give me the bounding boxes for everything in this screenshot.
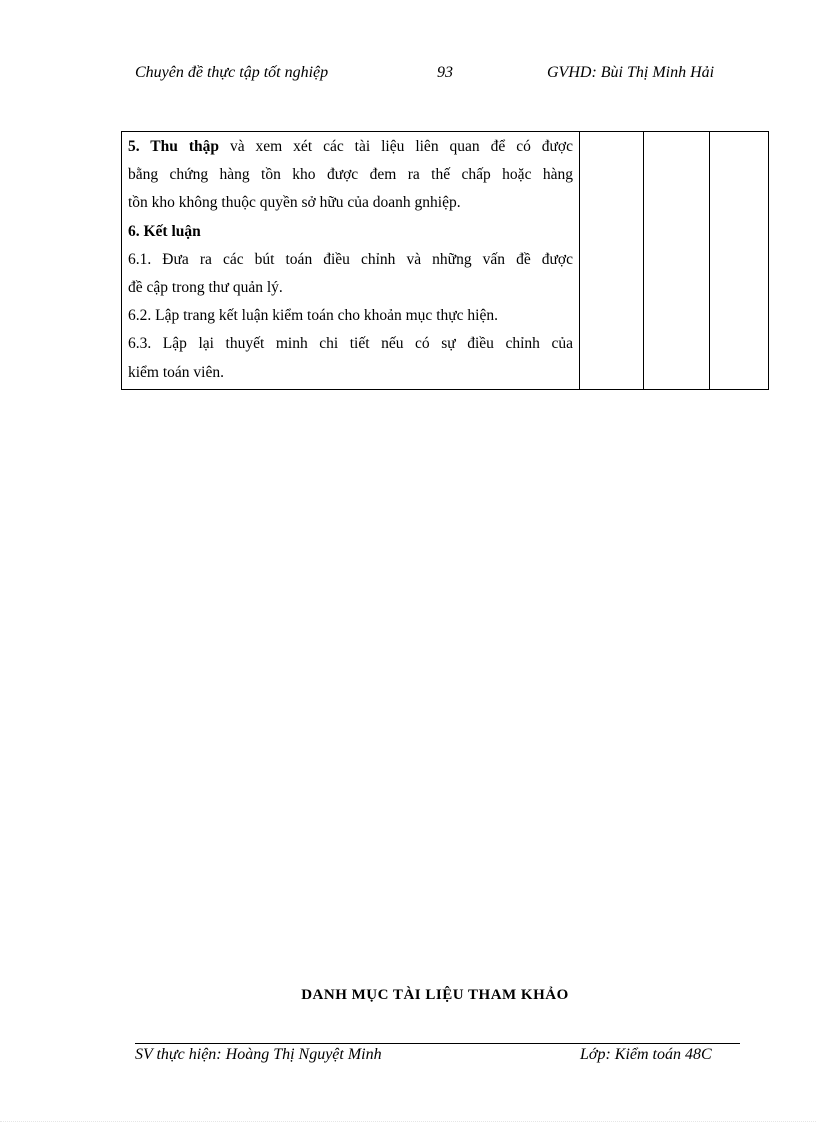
item-6-3-line-2: kiểm toán viên. <box>128 363 224 381</box>
page-header <box>0 64 816 86</box>
section-5-line-3: tồn kho không thuộc quyền sở hữu của doanh gnhiệp. <box>128 194 461 212</box>
page-footer <box>0 1046 816 1068</box>
footer-divider <box>135 1043 740 1044</box>
item-6-1-line-2: đề cập trong thư quản lý. <box>128 279 283 297</box>
header-supervisor: GVHD: Bùi Thị Minh Hải <box>547 64 715 81</box>
section-6-heading: 6. Kết luận <box>128 222 201 240</box>
empty-cell-col-3 <box>644 132 710 390</box>
section-5-line-1-text: và xem xét các tài liệu liên quan để có được <box>219 138 574 155</box>
footer-student: SV thực hiện: Hoàng Thị Nguyệt Minh <box>135 1046 382 1063</box>
section-5-heading: 5. Thu thập <box>128 138 219 155</box>
item-6-2: 6.2. Lập trang kết luận kiểm toán cho khoản mục thực hiện. <box>128 307 498 325</box>
empty-cell-col-2 <box>580 132 644 390</box>
procedure-content-cell <box>122 132 580 390</box>
header-page-number: 93 <box>437 64 453 81</box>
section-5-line-2: bằng chứng hàng tồn kho được đem ra thế chấp hoặc hàng <box>128 166 573 184</box>
section-5-line-1 <box>128 133 573 161</box>
references-title: DANH MỤC TÀI LIỆU THAM KHẢO <box>301 987 569 1003</box>
item-6-3-line-1: 6.3. Lập lại thuyết minh chi tiết nếu có sự điều chỉnh của <box>128 335 573 353</box>
item-6-1-line-1: 6.1. Đưa ra các bút toán điều chỉnh và những vấn đề được <box>128 250 573 268</box>
empty-cell-col-4 <box>710 132 769 390</box>
header-document-title: Chuyên đề thực tập tốt nghiệp <box>135 64 329 81</box>
footer-class: Lớp: Kiểm toán 48C <box>580 1046 712 1063</box>
page-bottom-edge <box>0 1121 816 1122</box>
table-row <box>122 132 769 390</box>
audit-procedure-table <box>121 131 769 390</box>
